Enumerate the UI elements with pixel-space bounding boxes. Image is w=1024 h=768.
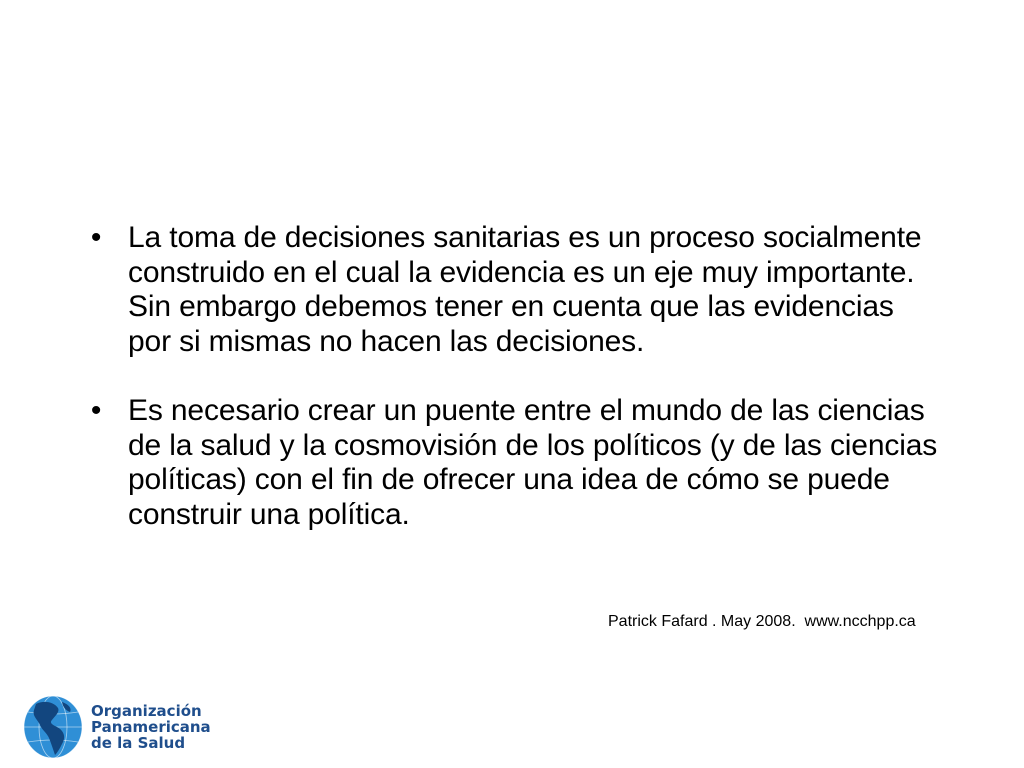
bullet-marker: •: [90, 221, 102, 254]
bullet-marker: •: [90, 394, 102, 427]
bullet-item-decisiones: [84, 221, 944, 359]
bullet-list: [84, 221, 944, 532]
logo-line: Panamericana: [91, 718, 211, 736]
bullet-text: La toma de decisiones sanitarias es un proceso socialmente construido en el cual la evidencia es un eje muy importante. Sin embargo debemos tener en cuenta que las evidencias por si mismas no hacen las decisiones.: [128, 221, 922, 358]
logo-line: de la Salud: [91, 734, 186, 752]
citation: Patrick Fafard . May 2008. www.ncchpp.ca: [608, 613, 916, 630]
bullet-item-puente: [84, 394, 944, 532]
logo-line: Organización: [91, 702, 202, 720]
logo-wordmark: [91, 703, 211, 751]
globe-icon: [22, 694, 84, 760]
paho-logo: [22, 694, 262, 762]
bullet-text: Es necesario crear un puente entre el mundo de las ciencias de la salud y la cosmovisión de los políticos (y de las ciencias políticas) con el fin de ofrecer una idea de cómo se puede construir una política.: [128, 394, 938, 531]
